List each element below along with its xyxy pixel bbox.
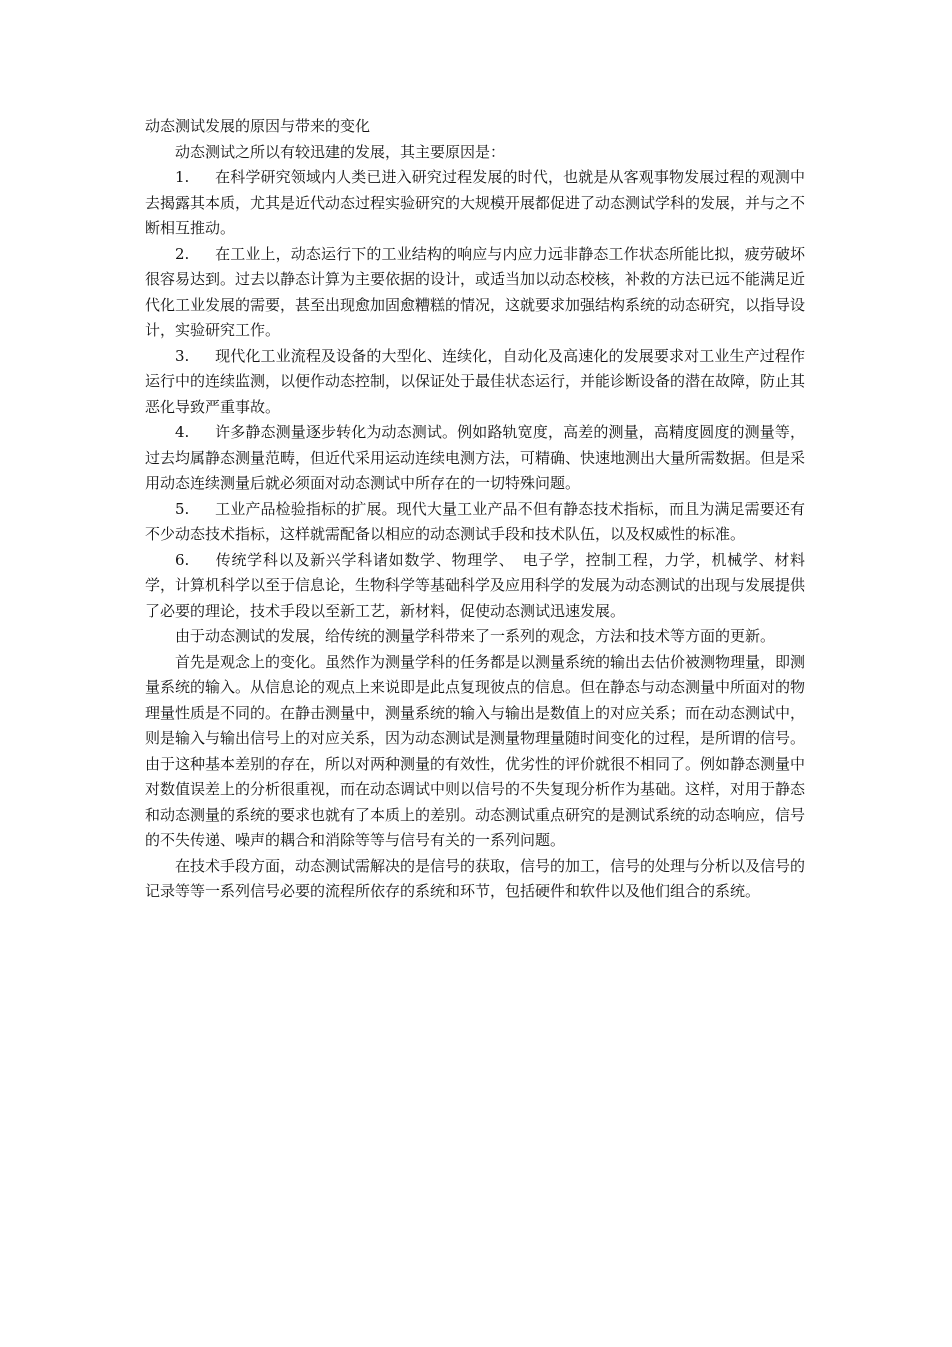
- reason-number: 1.: [175, 168, 190, 186]
- document-page: [145, 114, 805, 905]
- reason-item-4: [145, 420, 805, 497]
- reason-number: 3.: [175, 346, 190, 365]
- reason-number: 2.: [175, 244, 190, 263]
- document-title: 动态测试发展的原因与带来的变化: [145, 117, 371, 135]
- intro-paragraph: 动态测试之所以有较迅建的发展，其主要原因是：: [175, 142, 506, 161]
- reason-number: 4.: [175, 423, 190, 441]
- reason-text: 工业产品检验指标的扩展。现代大量工业产品不但有静态技术指标，而且为满足需要还有不少动态技术指标，这样就需配备以相应的动态测试手段和技术队伍，以及权威性的标准。: [145, 499, 805, 543]
- changes-paragraph: 由于动态测试的发展，给传统的测量学科带来了一系列的观念，方法和技术等方面的更新。: [175, 627, 776, 645]
- reason-number: 5.: [175, 499, 190, 518]
- reason-item-6: [145, 548, 805, 625]
- reason-item-3: [145, 344, 805, 421]
- reason-text: 在科学研究领域内人类已进入研究过程发展的时代，也就是从客观事物发展过程的观测中去揭露其本质，尤其是近代动态过程实验研究的大规模开展都促进了动态测试学科的发展，并与之不断相互推动。: [145, 168, 806, 237]
- reason-text: 在工业上，动态运行下的工业结构的响应与内应力远非静态工作状态所能比拟，疲劳破坏很容易达到。过去以静态计算为主要依据的设计，或适当加以动态校核，补救的方法已远不能满足近代化工业发展的需要，甚至出现愈加固愈糟糕的情况，这就要求加强结构系统的动态研究，以指导设计，实验研究工作。: [145, 244, 806, 339]
- reason-item-2: [145, 242, 805, 344]
- concept-paragraph: 首先是观念上的变化。虽然作为测量学科的任务都是以测量系统的输出去估价被测物理量，即测量系统的输入。从信息论的观点上来说即是此点复现彼点的信息。但在静态与动态测量中所面对的物理量性质是不同的。在静击测量中，测量系统的输入与输出是数值上的对应关系；而在动态测试中，则是输入与输出信号上的对应关系，因为动态测试是测量物理量随时间变化的过程，是所谓的信号。由于这种基本差别的存在，所以对两种测量的有效性，优劣性的评价就很不相同了。例如静态测量中对数值误差上的分析很重视，而在动态调试中则以信号的不失复现分析作为基础。这样，对用于静态和动态测量的系统的要求也就有了本质上的差别。动态测试重点研究的是测试系统的动态响应，信号的不失传递、噪声的耦合和消除等等与信号有关的一系列问题。: [145, 652, 806, 849]
- technique-paragraph: 在技术手段方面，动态测试需解决的是信号的获取，信号的加工，信号的处理与分析以及信号的记录等等一系列信号必要的流程所依存的系统和环节，包括硬件和软件以及他们组合的系统。: [145, 856, 806, 900]
- reason-text: 传统学科以及新兴学科诸如数学、物理学、 电子学，控制工程，力学，机械学、材料学，计算机科学以至于信息论，生物科学等基础科学及应用科学的发展为动态测试的出现与发展提供了必要的理论，技术手段以至新工艺，新材料，促使动态测试迅速发展。: [145, 550, 806, 620]
- reason-text: 现代化工业流程及设备的大型化、连续化，自动化及高速化的发展要求对工业生产过程作运行中的连续监测，以便作动态控制，以保证处于最佳状态运行，并能诊断设备的潜在故障，防止其恶化导致严重事故。: [145, 346, 806, 416]
- reason-text: 许多静态测量逐步转化为动态测试。例如路轨宽度，高差的测量，高精度圆度的测量等，过去均属静态测量范畴，但近代采用运动连续电测方法，可精确、快速地测出大量所需数据。但是采用动态连续测量后就必须面对动态测试中所存在的一切特殊问题。: [145, 423, 806, 492]
- reason-number: 6.: [175, 550, 190, 569]
- reason-item-1: [145, 165, 805, 242]
- reason-item-5: [145, 497, 805, 548]
